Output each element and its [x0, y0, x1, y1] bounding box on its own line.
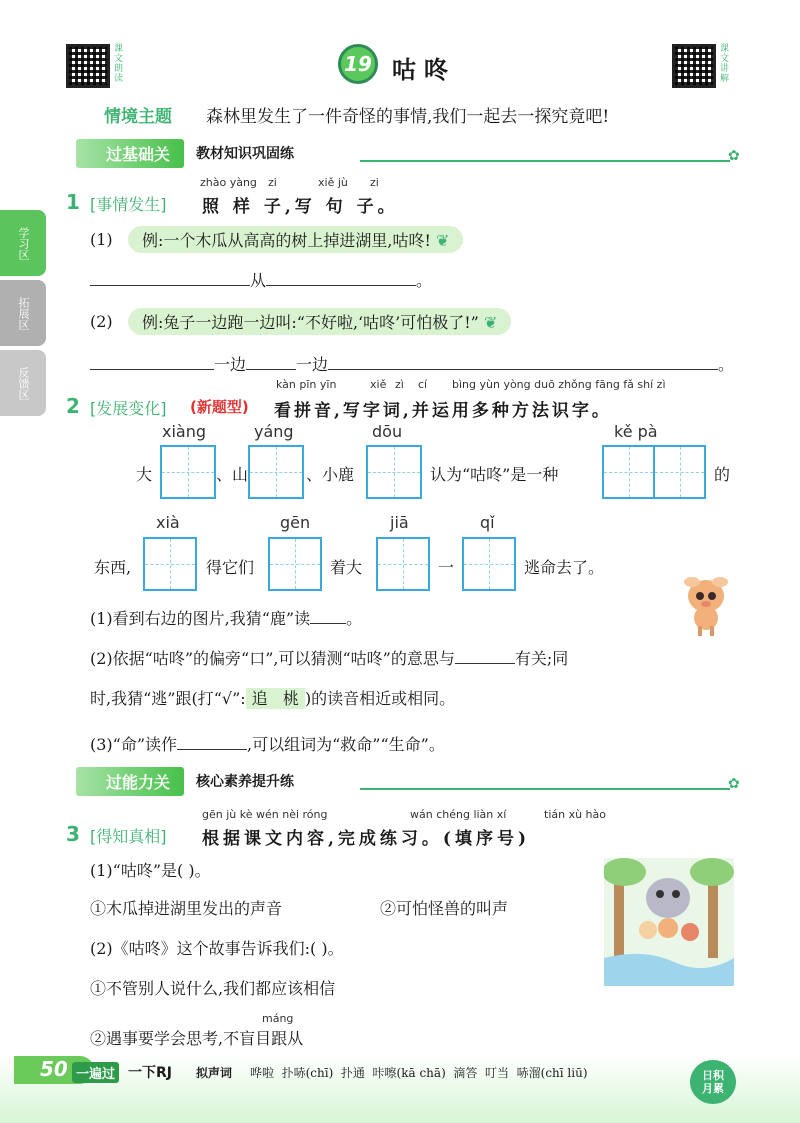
q2-row1-text-2: 、山: [216, 465, 249, 484]
q1-part1-answer-line: [90, 268, 432, 291]
q2-row2-pinyin-2: gēn: [280, 513, 311, 532]
q2-row2-text-4: 一: [438, 558, 455, 577]
q2-sub2b-end: )的读音相近或相同。: [304, 689, 456, 708]
section-basic-title: 过基础关: [76, 139, 184, 168]
q2-row1-pinyin-3: dōu: [372, 422, 403, 441]
q1-part1-label: (1): [90, 230, 113, 249]
q1-title: 照 样 子,写 句 子。: [202, 197, 399, 217]
q2-pinyin-5: bìng yùn yòng duō zhǒng fāng fǎ shí zì: [452, 378, 666, 391]
q2-row1-text-3: 、小鹿: [306, 465, 355, 484]
q2-grid-kepa[interactable]: [602, 445, 706, 499]
q3-pinyin-1: gēn jù kè wén nèi róng: [202, 808, 328, 821]
leaf-icon: ❦: [483, 313, 498, 332]
q3-s1: (1)“咕咚”是( )。: [90, 861, 211, 880]
q2-sub1-line: [90, 606, 362, 629]
q1-part1-end: 。: [416, 271, 433, 290]
q1-part2-blank-3[interactable]: [328, 369, 718, 370]
q3-tag: [得知真相]: [90, 827, 167, 846]
q3-title: 根据课文内容,完成练习。(填序号): [202, 829, 531, 849]
q2-sub2b-text: 时,我猜“逃”跟(打“√”:: [90, 689, 246, 708]
q2-sub2a-text: (2)依据“咕咚”的偏旁“口”,可以猜测“咕咚”的意思与: [90, 649, 455, 668]
q3-s1-option1[interactable]: ①木瓜掉进湖里发出的声音: [90, 899, 283, 918]
q3-s2: (2)《咕咚》这个故事告诉我们:( )。: [90, 939, 344, 958]
q2-sub2b-line: [90, 686, 455, 709]
q2-row1-pinyin-2: yáng: [254, 422, 294, 441]
q3-s1-option2[interactable]: ②可怕怪兽的叫声: [380, 899, 509, 918]
q2-grid-xiang[interactable]: [160, 445, 216, 499]
q3-s2-pinyin: máng: [262, 1012, 294, 1025]
q1-part2-example-text: 例:兔子一边跑一边叫:“不好啦,‘咕咚’可怕极了!”: [142, 313, 479, 332]
q2-sub3-line: [90, 732, 445, 755]
q2-row1-text-1: 大: [136, 465, 153, 484]
section-divider: [360, 788, 730, 790]
deer-illustration: [672, 566, 740, 636]
section-basic-subtitle: 教材知识巩固练: [196, 146, 295, 162]
q3-pinyin-2: wán chéng liàn xí: [410, 808, 507, 821]
q2-sub1-end: 。: [346, 609, 363, 628]
sidebar-tab-expand[interactable]: 拓展区: [0, 280, 46, 346]
q1-pinyin-3: xiě jù: [318, 176, 348, 189]
q2-sub1-text: (1)看到右边的图片,我猜“鹿”读: [90, 609, 311, 628]
q2-row2-pinyin-4: qǐ: [480, 513, 495, 532]
q2-sub3-text: (3)“命”读作: [90, 735, 178, 754]
q2-grid-jia[interactable]: [376, 537, 430, 591]
q2-sub2a-line: [90, 646, 568, 669]
q2-sub2b-options[interactable]: [246, 688, 305, 709]
q2-number: 2: [66, 394, 80, 418]
section-basic-header: [76, 138, 294, 168]
q2-row1-pinyin-4: kě pà: [614, 422, 658, 441]
q2-row2-text-2: 得它们: [206, 558, 255, 577]
q1-part2-word2: 一边: [296, 355, 329, 374]
q2-row1-text-5: 的: [714, 465, 731, 484]
section-ability-header: [76, 766, 294, 796]
q1-pinyin-2: zi: [268, 176, 277, 189]
q3-number: 3: [66, 822, 80, 846]
q2-row2-pinyin-1: xià: [156, 513, 180, 532]
q1-tag: [事情发生]: [90, 195, 167, 214]
q2-option-zhui[interactable]: 追: [251, 689, 268, 708]
q2-sub3-blank[interactable]: [177, 749, 247, 750]
q2-option-tao[interactable]: 桃: [282, 689, 299, 708]
q1-part1-blank-1[interactable]: [90, 285, 250, 286]
qr-right-tag: 课文讲解: [720, 44, 730, 84]
page-number: 50: [40, 1057, 68, 1081]
q1-pinyin-4: zi: [370, 176, 379, 189]
q3-s2-option1[interactable]: ①不管别人说什么,我们都应该相信: [90, 979, 336, 998]
q2-grid-yang[interactable]: [248, 445, 304, 499]
leaf-icon: ❦: [436, 231, 450, 250]
section-ability-title: 过能力关: [76, 767, 184, 796]
q2-pinyin-4: cí: [418, 378, 428, 391]
q1-part2-word1: 一边: [214, 355, 247, 374]
lesson-number-badge: 19: [338, 44, 378, 84]
q2-grid-dou[interactable]: [366, 445, 422, 499]
q1-part2-answer-line: [90, 352, 734, 375]
sidebar-tab-feedback[interactable]: 反馈区: [0, 350, 46, 416]
q1-part1-word: 从: [250, 271, 267, 290]
q2-row2-text-1: 东西,: [94, 558, 132, 577]
lesson-title: 咕咚: [392, 55, 456, 84]
q2-sub2a-end: 有关;同: [514, 649, 569, 668]
qr-code-left[interactable]: [66, 44, 110, 88]
q2-sub3-end: ,可以组词为“救命”“生命”。: [247, 735, 445, 754]
theme-label: 情境主题: [104, 107, 172, 127]
q2-pinyin-3: zì: [395, 378, 404, 391]
q1-part2-blank-2[interactable]: [246, 369, 296, 370]
brand-logo: 一遍过: [72, 1062, 119, 1083]
grade-label: 一下RJ: [128, 1065, 172, 1081]
q1-number: 1: [66, 190, 80, 214]
q2-sub2a-blank[interactable]: [455, 663, 515, 664]
q1-part2-label: (2): [90, 312, 113, 331]
q3-pinyin-3: tián xù hào: [544, 808, 606, 821]
q2-row1-pinyin-1: xiàng: [162, 422, 207, 441]
q2-title: 看拼音,写字词,并运用多种方法识字。: [274, 401, 612, 421]
daily-accumulation-badge: [690, 1060, 736, 1104]
q2-row1-text-4: 认为“咕咚”是一种: [430, 465, 559, 484]
q3-s2-option2[interactable]: ②遇事要学会思考,不盲目跟从: [90, 1029, 304, 1048]
badge-line2: 月累: [702, 1082, 724, 1095]
badge-line1: 日积: [702, 1069, 724, 1082]
q1-part1-example: [128, 226, 463, 253]
q2-sub1-blank[interactable]: [310, 623, 346, 624]
flower-icon: ✿: [728, 148, 740, 164]
q2-pinyin-1: kàn pīn yīn: [276, 378, 337, 391]
section-ability-subtitle: 核心素养提升练: [196, 774, 295, 790]
q2-row2-pinyin-3: jiā: [390, 513, 409, 532]
q2-tag: [发展变化]: [90, 399, 167, 418]
q1-pinyin-1: zhào yàng: [200, 176, 257, 189]
theme-text: 森林里发生了一件奇怪的事情,我们一起去一探究竟吧!: [206, 107, 610, 127]
footer-category-label: 拟声词: [196, 1066, 233, 1080]
section-divider: [360, 160, 730, 162]
q1-part2-example: [128, 308, 511, 335]
forest-animals-illustration: [604, 858, 734, 986]
q2-tag-new: (新题型): [190, 398, 249, 416]
q2-pinyin-2: xiě: [370, 378, 387, 391]
q1-part1-example-text: 例:一个木瓜从高高的树上掉进湖里,咕咚!: [142, 231, 431, 250]
footer-onomatopoeia: 哗啦 扑哧(chī) 扑通 咔嚓(kā chā) 滴答 叮当 哧溜(chī liū): [250, 1066, 588, 1080]
qr-left-tag: 课文朗读: [114, 44, 124, 84]
q2-grid-gen[interactable]: [268, 537, 322, 591]
q2-grid-xia[interactable]: [143, 537, 197, 591]
qr-code-right[interactable]: [672, 44, 716, 88]
q2-grid-qi[interactable]: [462, 537, 516, 591]
q2-row2-text-5: 逃命去了。: [524, 558, 605, 577]
flower-icon: ✿: [728, 776, 740, 792]
sidebar-tab-study[interactable]: 学习区: [0, 210, 46, 276]
q1-part2-blank-1[interactable]: [90, 369, 214, 370]
q2-row2-text-3: 着大: [330, 558, 363, 577]
q1-part1-blank-2[interactable]: [266, 285, 416, 286]
q1-part2-end: 。: [718, 355, 735, 374]
